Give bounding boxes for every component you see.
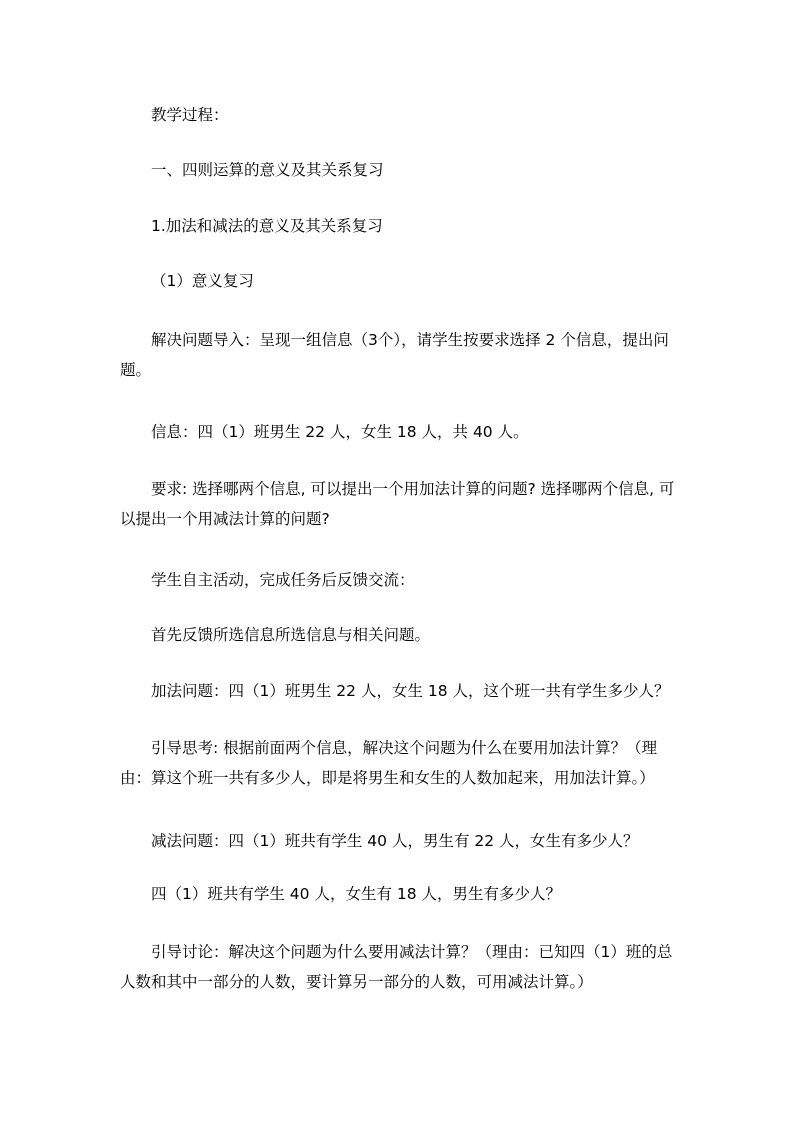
body-paragraph: 加法问题：四（1）班男生 22 人，女生 18 人，这个班一共有学生多少人？ (151, 682, 670, 700)
body-paragraph: 信息：四（1）班男生 22 人，女生 18 人，共 40 人。 (151, 423, 529, 441)
body-paragraph: 首先反馈所选信息所选信息与相关问题。 (151, 626, 431, 644)
body-paragraph: 解决问题导入：呈现一组信息（3个），请学生按要求选择 2 个信息，提出问题。 (120, 331, 669, 379)
section-heading-teaching-process: 教学过程： (151, 106, 229, 124)
body-paragraph: 引导讨论：解决这个问题为什么要用减法计算？（理由：已知四（1）班的总人数和其中一部分的人数，要计算另一部分的人数，可用减法计算。） (120, 943, 673, 991)
subsection-heading: 1.加法和减法的意义及其关系复习 (151, 217, 383, 235)
body-paragraph: 学生自主活动，完成任务后反馈交流： (151, 571, 415, 589)
body-paragraph: 四（1）班共有学生 40 人，女生有 18 人，男生有多少人？ (151, 885, 562, 903)
sub-item-heading: （1）意义复习 (151, 272, 254, 290)
body-paragraph: 引导思考: 根据前面两个信息，解决这个问题为什么在要用加法计算？（理由：算这个班一共有多少人，即是将男生和女生的人数加起来，用加法计算。） (120, 739, 658, 787)
body-paragraph: 要求: 选择哪两个信息, 可以提出一个用加法计算的问题? 选择哪两个信息, 可以提出一个用减法计算的问题? (120, 480, 675, 528)
section-heading-review: 一、四则运算的意义及其关系复习 (151, 161, 384, 179)
body-paragraph: 减法问题：四（1）班共有学生 40 人，男生有 22 人，女生有多少人？ (151, 832, 639, 850)
